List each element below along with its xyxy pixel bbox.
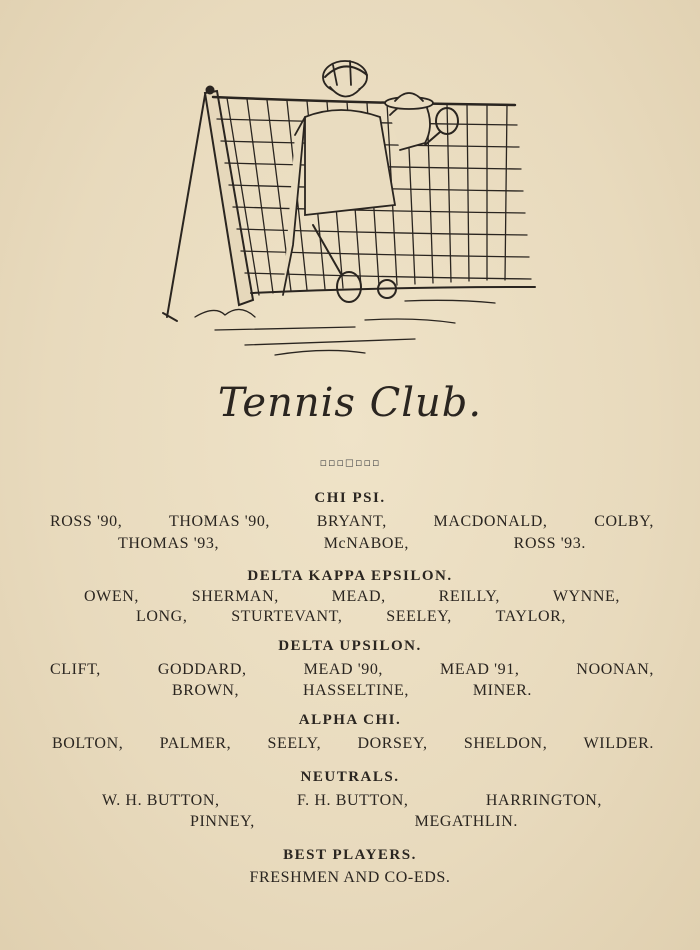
- member-name: MINER.: [472, 682, 532, 699]
- alpha-chi-row-1: [52, 735, 654, 753]
- member-name: ROSS '93.: [513, 535, 586, 552]
- member-name: SHERMAN,: [191, 588, 279, 605]
- member-name: BOLTON,: [52, 735, 124, 752]
- member-name: PALMER,: [159, 735, 232, 752]
- member-name: MEAD '90,: [303, 661, 384, 678]
- member-name: THOMAS '93,: [118, 535, 220, 552]
- best-players-row: [0, 869, 700, 887]
- chi-psi-row-1: [50, 513, 654, 531]
- member-name: HASSELTINE,: [302, 682, 409, 699]
- dke-row-1: [84, 588, 620, 606]
- member-name: MACDONALD,: [433, 513, 548, 530]
- page-title: Tennis Club.: [217, 380, 483, 426]
- member-name: W. H. BUTTON,: [102, 792, 220, 809]
- member-name: HARRINGTON,: [485, 792, 602, 809]
- member-name: OWEN,: [84, 588, 139, 605]
- section-heading-chi-psi: CHI PSI.: [314, 490, 386, 506]
- member-name: MEAD,: [331, 588, 386, 605]
- member-name: GODDARD,: [157, 661, 247, 678]
- member-name: TAYLOR,: [495, 608, 566, 625]
- section-heading-best-players: BEST PLAYERS.: [283, 847, 417, 863]
- tennis-net-illustration: [155, 55, 555, 365]
- member-name: PINNEY,: [190, 813, 255, 830]
- section-heading-delta-upsilon: DELTA UPSILON.: [278, 638, 422, 654]
- section-heading-alpha-chi: ALPHA CHI.: [298, 712, 402, 728]
- neutrals-row-2: [190, 813, 518, 831]
- dke-row-2: [136, 608, 566, 626]
- member-name: SEELEY,: [386, 608, 452, 625]
- member-name: McNABOE,: [323, 535, 409, 552]
- member-name: CLIFT,: [50, 661, 101, 678]
- member-name: MEGATHLIN.: [414, 813, 518, 830]
- member-name: WYNNE,: [552, 588, 620, 605]
- member-name: THOMAS '90,: [168, 513, 271, 530]
- member-name: WILDER.: [583, 735, 654, 752]
- member-name: REILLY,: [438, 588, 500, 605]
- member-name: BRYANT,: [316, 513, 387, 530]
- delta-upsilon-row-2: [172, 682, 532, 700]
- section-heading-dke: DELTA KAPPA EPSILON.: [247, 568, 453, 584]
- neutrals-row-1: [102, 792, 602, 810]
- member-name: NOONAN,: [576, 661, 654, 678]
- member-name: MEAD '91,: [440, 661, 520, 678]
- member-name: SEELY,: [267, 735, 322, 752]
- member-name: ROSS '90,: [50, 513, 123, 530]
- chi-psi-row-2: [118, 535, 586, 553]
- member-name: STURTEVANT,: [231, 608, 343, 625]
- section-heading-neutrals: NEUTRALS.: [300, 769, 400, 785]
- member-name: SHELDON,: [463, 735, 548, 752]
- member-name: DORSEY,: [357, 735, 428, 752]
- ornament-divider: ▫▫▫◻▫▫▫: [319, 456, 381, 469]
- member-name: LONG,: [136, 608, 188, 625]
- member-name: BROWN,: [172, 682, 240, 699]
- delta-upsilon-row-1: [50, 661, 654, 679]
- best-players-text: FRESHMEN AND CO-EDS.: [249, 869, 451, 886]
- member-name: F. H. BUTTON,: [296, 792, 409, 809]
- member-name: COLBY,: [594, 513, 654, 530]
